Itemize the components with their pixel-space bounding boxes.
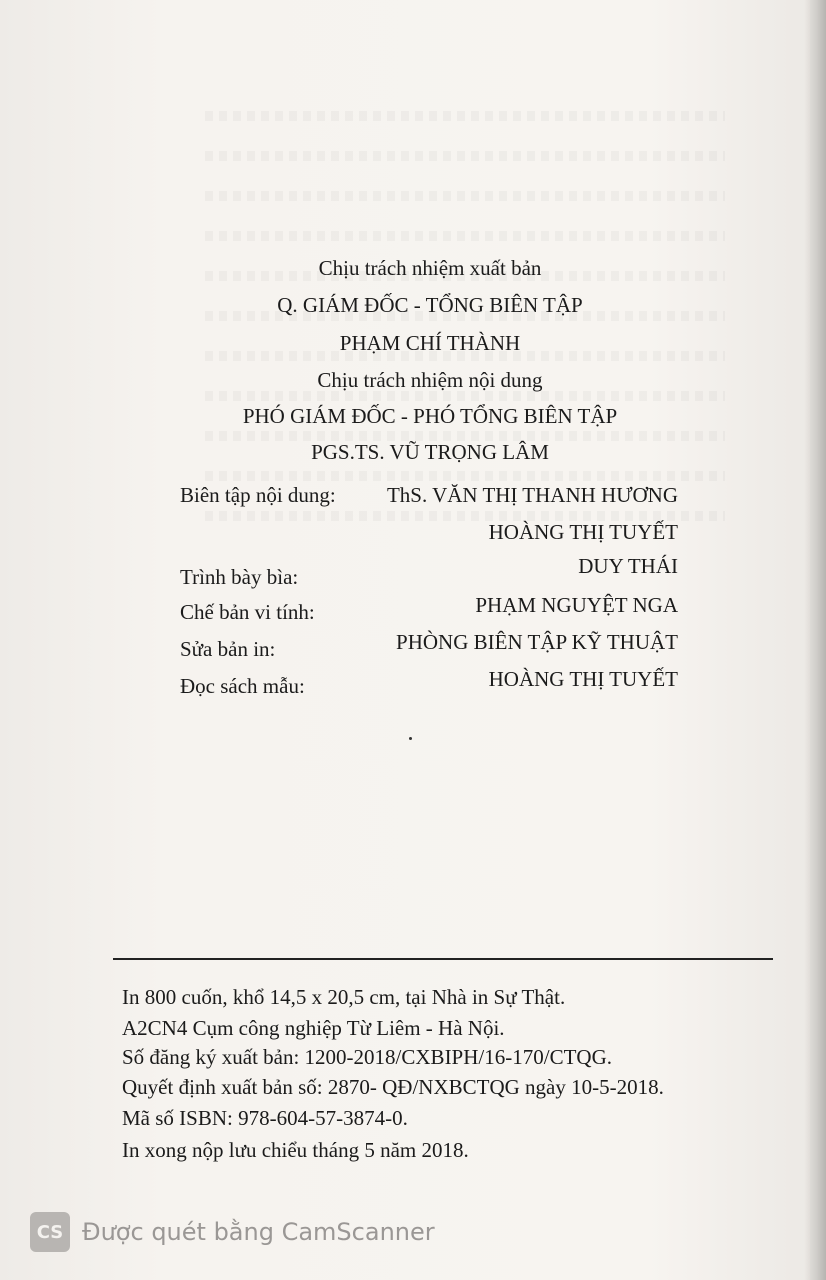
imprint-line: A2CN4 Cụm công nghiệp Từ Liêm - Hà Nội. bbox=[122, 1016, 505, 1040]
page-edge-shadow bbox=[804, 0, 826, 1280]
typesetting-label: Chế bản vi tính: bbox=[180, 600, 315, 624]
cover-design-label: Trình bày bìa: bbox=[180, 565, 299, 589]
watermark-text: Được quét bằng CamScanner bbox=[82, 1218, 435, 1246]
publishing-responsibility-heading: Chịu trách nhiệm xuất bản bbox=[318, 256, 542, 280]
deputy-title: PHÓ GIÁM ĐỐC - PHÓ TỔNG BIÊN TẬP bbox=[242, 404, 618, 428]
imprint-line: In xong nộp lưu chiểu tháng 5 năm 2018. bbox=[122, 1138, 469, 1162]
sample-reading-value: HOÀNG THỊ TUYẾT bbox=[488, 667, 678, 691]
proofreading-label: Sửa bản in: bbox=[180, 637, 276, 661]
camscanner-watermark bbox=[30, 1208, 435, 1256]
imprint-divider bbox=[113, 958, 773, 960]
deputy-name: PGS.TS. VŨ TRỌNG LÂM bbox=[311, 440, 549, 464]
content-editor-1: ThS. VĂN THỊ THANH HƯƠNG bbox=[386, 483, 678, 507]
proofreading-value: PHÒNG BIÊN TẬP KỸ THUẬT bbox=[396, 630, 678, 654]
imprint-line: Số đăng ký xuất bản: 1200-2018/CXBIPH/16-170/CTQG. bbox=[122, 1045, 612, 1069]
content-responsibility-heading: Chịu trách nhiệm nội dung bbox=[317, 368, 543, 392]
camscanner-logo-icon: CS bbox=[30, 1212, 70, 1252]
content-editor-2: HOÀNG THỊ TUYẾT bbox=[488, 520, 678, 544]
sample-reading-label: Đọc sách mẫu: bbox=[180, 674, 305, 698]
imprint-line: Quyết định xuất bản số: 2870- QĐ/NXBCTQG ngày 10-5-2018. bbox=[122, 1075, 664, 1099]
content-editor-label: Biên tập nội dung: bbox=[180, 483, 336, 507]
speck bbox=[409, 737, 412, 740]
imprint-line: In 800 cuốn, khổ 14,5 x 20,5 cm, tại Nhà in Sự Thật. bbox=[122, 985, 566, 1009]
director-name: PHẠM CHÍ THÀNH bbox=[339, 331, 521, 355]
director-title: Q. GIÁM ĐỐC - TỔNG BIÊN TẬP bbox=[277, 293, 583, 317]
cover-design-value: DUY THÁI bbox=[578, 554, 678, 578]
imprint-line: Mã số ISBN: 978-604-57-3874-0. bbox=[122, 1106, 408, 1130]
typesetting-value: PHẠM NGUYỆT NGA bbox=[475, 593, 678, 617]
